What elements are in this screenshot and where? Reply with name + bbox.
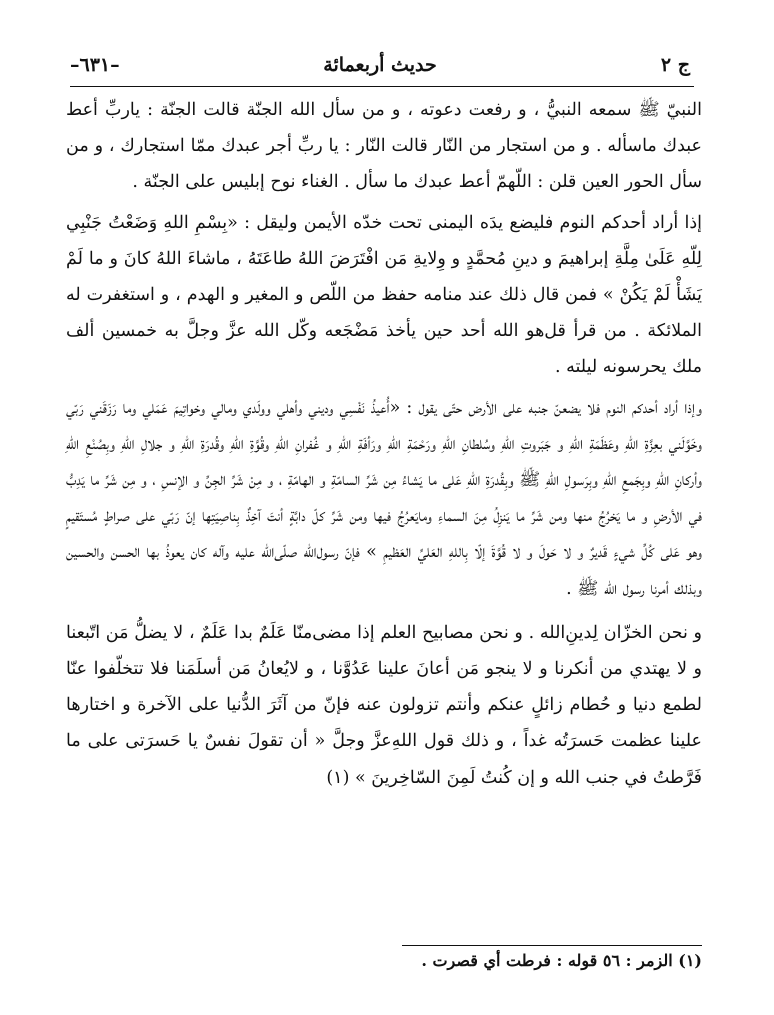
volume-label: ج ٢	[660, 54, 690, 76]
paragraph-4: و نحن الخزّان لِدينِ‌الله . و نحن مصابيح العلم إذا مضى‌منّا عَلَمٌ بدا عَلَمٌ ، لا يضلُّ مَن اتّبعنا و لا يهتدي من أنكرنا و لا ينجو مَن أعانَ علينا عَدُوَّنا ، و لايُعانُ مَن أسلَمَنا فلا تتخلّفوا عنّا لطمع دنيا و حُطام زائلٍ عنكم وأنتم تزولون عنه فإنّ من آثَرَ الدُّنيا على الآخرة و اختارها علينا عظمت حَسرَتُه غداً ، و ذلك قول اللهِ‌عزَّ وجلَّ « أن تقولَ نفسٌ يا حَسرَتى على ما فَرَّطتُ في جنب الله و إن كُنتُ لَمِنَ السّاخِرينَ » (١)	[66, 622, 702, 788]
footnote-divider	[402, 945, 702, 946]
page-header	[70, 54, 690, 84]
paragraph-3: وإذا أراد أحدكم النوم فلا يضعنّ جنبه على الأرض حتّى يقول : «أُعيذُ نَفْسِي وديني وأهلي وولَدي ومالي وخواتِيمَ عَمَلي وما رَزَقَني رَبّي وخَوَّلَني بعِزَّةِ اللهِ وعَظَمَةِ اللهِ و جَبَروتِ اللهِ وسُلطانِ اللهِ ورَحْمَةِ اللهِ ورَأفَةِ اللهِ و غُفرانِ اللهِ وقُوَّةِ اللهِ وقُدرَةِ اللهِ و جلالِ اللهِ وبِصُنْعِ اللهِ وأركانِ اللهِ وبِجَمعِ اللهِ وبِرَسولِ اللهِ ﷺ وبِقُدرَةِ اللهِ عَلى ما يَشاءُ مِن شَرِّ السامّةِ و الهامّةِ ، و مِنْ شَرِّ الجِنِّ و الإنسِ ، و مِن شَرِّ ما يَدِبُّ في الأرضِ و ما يَخرُجُ منها ومن شَرِّ ما يَنزِلُ مِنَ السماءِ ومايَعرُجُ فيها ومن شَرِّ كلّ دابَّةٍ أنتَ آخِذٌ بِناصِيَتِها إنّ رَبّي على صراطٍ مُستَقيمٍ وهو عَلى كُلِّ شيءٍ قَديرٌ و لا حَولَ و لا قُوَّةَ إلّا بِاللهِ العَليِّ العَظيمِ » فإنّ رسول‌الله صلّى‌الله عليه وآله كان يعوذُ بها الحسن والحسين وبذلك أمرنا رسول الله ﷺ .	[66, 397, 702, 599]
page-number: –٦٣١–	[70, 54, 120, 76]
footnote: (١) الزمر : ٥٦ قوله : فرطت أي قصرت .	[421, 951, 702, 970]
paragraph-1: النبيّ ﷺ سمعه النبيُّ ، و رفعت دعوته ، و من سأل الله الجنّة قالت الجنّة : ياربِّ أعط عبدك ماسأله . و من استجار من النّار قالت النّار : يا ربِّ أجر عبدك ممّا استجارك ، و من سأل الحور العين قلن : اللّهمّ أعط عبدك ما سأل . الغناء نوح إبليس على الجنّة .	[66, 100, 702, 193]
paragraph-2: إذا أراد أحدكم النوم فليضع يدَه اليمنى تحت خدّه الأيمن وليقل : «بِسْمِ اللهِ وَضَعْتُ جَنْبِي لِلّهِ عَلَىٰ مِلَّةِ إبراهيمَ و دينِ مُحمَّدٍ و وِلايةِ مَن افْتَرَضَ اللهُ طاعَتَهُ ، ماشاءَ اللهُ كانَ و ما لَمْ يَشَأْ لَمْ يَكُنْ » فمن قال ذلك عند منامه حفظ من اللّص و المغير و الهدم ، و استغفرت له الملائكة . من قرأ قل‌هو الله أحد حين يأخذ مَضْجَعه وكّل الله عزَّ وجلَّ به خمسين ألف ملك يحرسونه ليلته .	[66, 212, 702, 378]
main-text	[66, 92, 702, 796]
running-title: حديث أربعمائة	[323, 54, 437, 76]
header-divider	[70, 86, 694, 87]
